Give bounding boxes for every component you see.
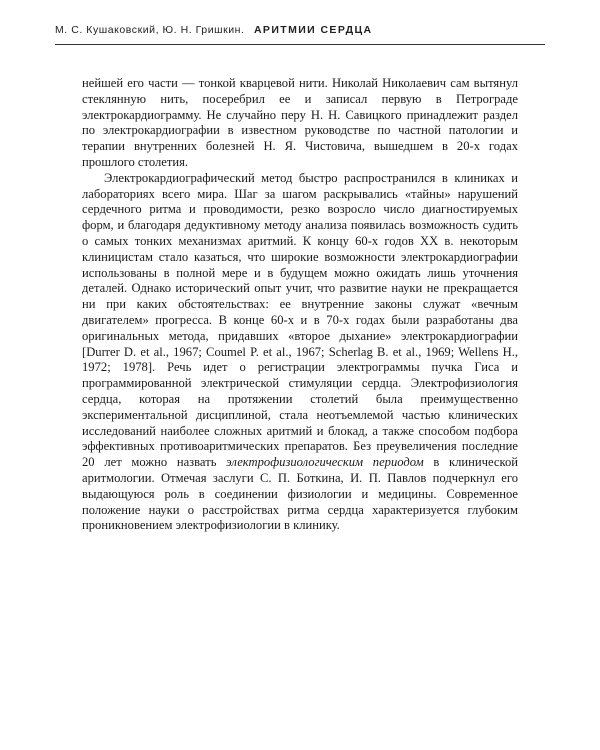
body-text [82, 76, 518, 534]
header-rule [55, 44, 545, 45]
running-head-book-title: АРИТМИИ СЕРДЦА [253, 24, 373, 36]
paragraph-2 [82, 171, 518, 534]
paragraph-2-text-after: в клинической аритмологии. Отмечая заслуги С. П. Боткина, И. П. Павлов подчеркнул его выдающуюся роль в соединении физиологии и медицины. Современное положение науки о расстройствах ритма сердца характеризуется глубоким проникновением электрофизиологии в клинику. [82, 455, 518, 533]
paragraph-2-text-before: Электрокардиографический метод быстро распространился в клиниках и лабораториях всего мира. Шаг за шагом раскрывались «тайны» нарушений сердечного ритма и проводимости, резко возросло число диагностируемых форм, и благодаря дедуктивному методу анализа появилась возможность судить о самых тонких механизмах аритмий. К концу 60-х годов XX в. некоторым клиницистам стало казаться, что широкие возможности электрокардиографии использованы в полной мере и в будущем можно ожидать лишь уточнения деталей. Однако исторический опыт учит, что развитие науки не прекращается ни при каких обстоятельствах: ее внутренние законы служат «вечным двигателем» прогресса. В конце 60-х и в 70-х годах были разработаны два оригинальных метода, придавших «второе дыхание» электрокардиографии [Durrer D. et al., 1967; Coumel P. et al., 1967; Scherlag B. et al., 1969; Wellens H., 1972; 1978]. Речь идет о регистрации электрограммы пучка Гиса и программированной электрической стимуляции сердца. Электрофизиология сердца, которая на протяжении столетий была преимущественно экспериментальной дисциплиной, стала неотъемлемой частью клинических исследований наиболее сложных аритмий и блокад, а также способом подбора эффективных противоаритмических препаратов. Без преувеличения последние 20 лет можно назвать [82, 170, 518, 470]
running-head [55, 24, 545, 36]
paragraph-1: нейшей его части — тонкой кварцевой нити. Николай Николаевич сам вытянул стеклянную нить, посеребрил ее и записал первую в Петрограде электрокардиограмму. Не случайно перу Н. Н. Савицкого принадлежит раздел по электрокардиографии в известном руководстве по частной патологии и терапии внутренних болезней Н. Я. Чистовича, вышедшем в 20-х годах прошлого столетия. [82, 76, 518, 169]
running-head-authors: М. С. Кушаковский, Ю. Н. Гришкин. [55, 24, 245, 36]
paragraph-2-emphasis: электрофизиологическим периодом [226, 455, 424, 470]
